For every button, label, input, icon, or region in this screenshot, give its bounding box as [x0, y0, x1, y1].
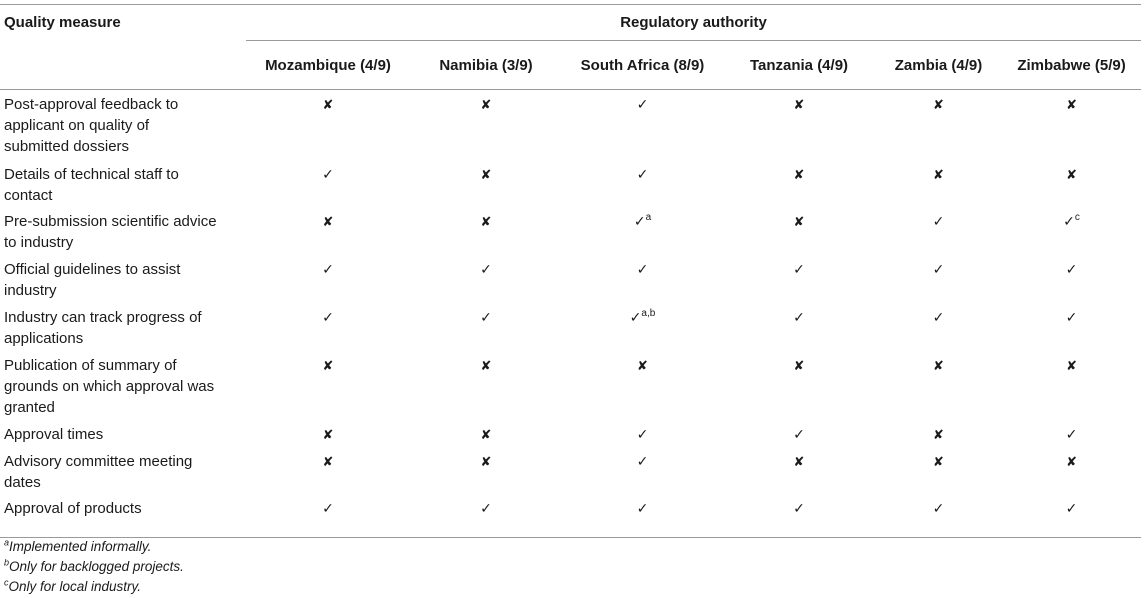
- status-cell: [723, 207, 875, 255]
- status-cell: [246, 160, 410, 207]
- cross-mark-icon: ✘: [1066, 98, 1077, 113]
- quality-measure-text-line: Publication of summary of: [4, 356, 177, 374]
- status-cell: [562, 494, 723, 538]
- footnotes: [4, 537, 184, 597]
- status-cell: [1002, 494, 1141, 538]
- table-row: [0, 494, 1141, 538]
- quality-measures-table: [0, 4, 1141, 538]
- quality-measure-cell: [0, 303, 246, 351]
- cross-mark-icon: ✘: [322, 98, 334, 113]
- header-row-countries: [0, 41, 1141, 90]
- cross-mark-icon: ✘: [637, 358, 648, 374]
- quality-measure-text-line: Post-approval feedback to: [4, 96, 179, 113]
- quality-measure-text-line: applications: [4, 329, 84, 347]
- status-cell: [562, 351, 723, 420]
- quality-measure-text-line: to industry: [4, 233, 74, 251]
- cross-mark-icon: ✘: [322, 454, 334, 470]
- footnote-reference: a: [645, 211, 652, 223]
- table-row: [0, 207, 1141, 255]
- check-mark-icon: ✓: [793, 261, 805, 278]
- status-cell: [410, 255, 562, 303]
- status-cell: [562, 447, 723, 494]
- quality-measure-text-line: dates: [4, 473, 41, 491]
- cross-mark-icon: ✘: [793, 98, 805, 113]
- cross-mark-icon: ✘: [480, 454, 492, 470]
- check-mark-icon: ✓: [1065, 500, 1078, 517]
- quality-measure-cell: [0, 494, 246, 538]
- footnote: [4, 537, 184, 557]
- status-cell: [246, 447, 410, 494]
- regulatory-authority-header: Regulatory authority: [246, 5, 1141, 41]
- status-cell: [1002, 207, 1141, 255]
- table-row: [0, 420, 1141, 447]
- check-mark-icon: ✓: [480, 309, 492, 326]
- cross-mark-icon: ✘: [480, 167, 492, 183]
- status-cell: [875, 494, 1002, 538]
- cross-mark-icon: ✘: [1066, 358, 1077, 374]
- status-cell: [875, 420, 1002, 447]
- quality-measure-text-line: Approval times: [4, 425, 104, 443]
- quality-measure-text-line: applicant on quality of: [4, 117, 150, 134]
- cross-mark-icon: ✘: [933, 454, 944, 470]
- footnote-reference: c: [1074, 211, 1080, 223]
- quality-measure-text-line: Pre-submission scientific advice: [4, 212, 217, 230]
- cross-mark-icon: ✘: [793, 167, 805, 183]
- quality-measures-table-container: [0, 4, 1141, 538]
- footnote: [4, 557, 184, 577]
- status-cell: [410, 494, 562, 538]
- status-cell: [1002, 351, 1141, 420]
- quality-measure-cell: [0, 447, 246, 494]
- status-cell: [246, 420, 410, 447]
- status-cell: [723, 420, 875, 447]
- cross-mark-icon: ✘: [480, 214, 492, 230]
- status-cell: [246, 351, 410, 420]
- cross-mark-icon: ✘: [322, 427, 334, 443]
- check-mark-icon: ✓: [932, 261, 945, 278]
- country-header-zambia: Zambia (4/9): [875, 41, 1002, 90]
- table-row: [0, 90, 1141, 160]
- status-cell: [246, 90, 410, 160]
- footnote-reference: a,b: [641, 307, 656, 319]
- status-cell: [723, 160, 875, 207]
- status-cell: [562, 90, 723, 160]
- check-mark-icon: ✓: [932, 309, 945, 326]
- status-cell: [410, 447, 562, 494]
- status-cell: [723, 255, 875, 303]
- quality-measure-text-line: Advisory committee meeting: [4, 452, 193, 470]
- quality-measure-text-line: submitted dossiers: [4, 138, 130, 155]
- cross-mark-icon: ✘: [793, 454, 805, 470]
- footnote-text: Implemented informally.: [9, 539, 152, 554]
- check-mark-icon: ✓: [1065, 261, 1078, 278]
- status-cell: [562, 420, 723, 447]
- status-cell: [410, 303, 562, 351]
- status-cell: [875, 303, 1002, 351]
- quality-measure-text-line: contact: [4, 186, 53, 204]
- quality-measure-cell: [0, 207, 246, 255]
- check-mark-icon: ✓: [932, 213, 945, 230]
- check-mark-icon: ✓: [793, 500, 805, 517]
- status-cell: [875, 90, 1002, 160]
- footnote: [4, 577, 184, 597]
- quality-measure-cell: [0, 160, 246, 207]
- footnote-mark: c: [4, 577, 9, 588]
- cross-mark-icon: ✘: [933, 167, 944, 183]
- check-mark-icon: ✓: [793, 426, 805, 443]
- status-cell: [562, 303, 723, 351]
- check-mark-icon: ✓: [1065, 426, 1078, 443]
- check-mark-icon: ✓: [633, 213, 646, 230]
- quality-measure-text-line: industry: [4, 281, 57, 299]
- status-cell: [875, 447, 1002, 494]
- country-header-namibia: Namibia (3/9): [410, 41, 562, 90]
- quality-measure-text-line: Industry can track progress of: [4, 308, 202, 326]
- country-header-zimbabwe: Zimbabwe (5/9): [1002, 41, 1141, 90]
- check-mark-icon: ✓: [629, 309, 642, 326]
- status-cell: [1002, 303, 1141, 351]
- status-cell: [1002, 160, 1141, 207]
- quality-measure-cell: [0, 420, 246, 447]
- cross-mark-icon: ✘: [480, 98, 492, 113]
- check-mark-icon: ✓: [932, 500, 945, 517]
- table-row: [0, 160, 1141, 207]
- footnote-mark: a: [4, 537, 10, 548]
- status-cell: [1002, 420, 1141, 447]
- check-mark-icon: ✓: [322, 309, 334, 326]
- quality-measure-cell: [0, 90, 246, 160]
- table-row: [0, 303, 1141, 351]
- status-cell: [410, 351, 562, 420]
- check-mark-icon: ✓: [480, 261, 492, 278]
- cross-mark-icon: ✘: [933, 358, 944, 374]
- status-cell: [410, 420, 562, 447]
- status-cell: [875, 255, 1002, 303]
- country-header-tanzania: Tanzania (4/9): [723, 41, 875, 90]
- check-mark-icon: ✓: [636, 426, 649, 443]
- status-cell: [410, 160, 562, 207]
- cross-mark-icon: ✘: [322, 358, 334, 374]
- status-cell: [723, 494, 875, 538]
- country-header-south-africa: South Africa (8/9): [562, 41, 723, 90]
- check-mark-icon: ✓: [322, 500, 334, 517]
- status-cell: [246, 494, 410, 538]
- status-cell: [723, 303, 875, 351]
- check-mark-icon: ✓: [636, 453, 649, 470]
- check-mark-icon: ✓: [1065, 309, 1078, 326]
- check-mark-icon: ✓: [322, 261, 334, 278]
- quality-measure-text-line: Approval of products: [4, 499, 142, 517]
- status-cell: [723, 351, 875, 420]
- table-body: [0, 90, 1141, 538]
- status-cell: [1002, 255, 1141, 303]
- quality-measure-cell: [0, 255, 246, 303]
- footnote-text: Only for local industry.: [8, 579, 142, 594]
- check-mark-icon: ✓: [793, 309, 805, 326]
- status-cell: [875, 351, 1002, 420]
- quality-measure-text-line: grounds on which approval was: [4, 377, 215, 395]
- status-cell: [246, 207, 410, 255]
- status-cell: [875, 160, 1002, 207]
- footnote-text: Only for backlogged projects.: [9, 559, 184, 574]
- cross-mark-icon: ✘: [322, 214, 334, 230]
- quality-measure-cell: [0, 351, 246, 420]
- status-cell: [562, 207, 723, 255]
- status-cell: [562, 160, 723, 207]
- status-cell: [1002, 447, 1141, 494]
- check-mark-icon: ✓: [480, 500, 492, 517]
- cross-mark-icon: ✘: [480, 427, 492, 443]
- header-spacer: [0, 41, 246, 90]
- cross-mark-icon: ✘: [933, 427, 944, 443]
- header-row-top: [0, 5, 1141, 41]
- cross-mark-icon: ✘: [480, 358, 492, 374]
- cross-mark-icon: ✘: [793, 214, 805, 230]
- quality-measure-text-line: Official guidelines to assist: [4, 260, 181, 278]
- status-cell: [1002, 90, 1141, 160]
- status-cell: [723, 90, 875, 160]
- table-row: [0, 447, 1141, 494]
- status-cell: [246, 255, 410, 303]
- quality-measure-text-line: Details of technical staff to: [4, 165, 179, 183]
- country-header-mozambique: Mozambique (4/9): [246, 41, 410, 90]
- check-mark-icon: ✓: [636, 500, 649, 517]
- check-mark-icon: ✓: [636, 166, 649, 183]
- status-cell: [410, 90, 562, 160]
- table-row: [0, 255, 1141, 303]
- check-mark-icon: ✓: [322, 166, 334, 183]
- cross-mark-icon: ✘: [1066, 454, 1077, 470]
- check-mark-icon: ✓: [636, 97, 649, 113]
- cross-mark-icon: ✘: [933, 98, 944, 113]
- quality-measure-text-line: granted: [4, 398, 55, 416]
- footnote-mark: b: [4, 557, 10, 568]
- table-row: [0, 351, 1141, 420]
- status-cell: [246, 303, 410, 351]
- check-mark-icon: ✓: [636, 261, 649, 278]
- status-cell: [562, 255, 723, 303]
- cross-mark-icon: ✘: [1066, 167, 1077, 183]
- status-cell: [875, 207, 1002, 255]
- quality-measure-header: Quality measure: [0, 5, 246, 41]
- cross-mark-icon: ✘: [793, 358, 805, 374]
- status-cell: [410, 207, 562, 255]
- status-cell: [723, 447, 875, 494]
- check-mark-icon: ✓: [1063, 213, 1075, 230]
